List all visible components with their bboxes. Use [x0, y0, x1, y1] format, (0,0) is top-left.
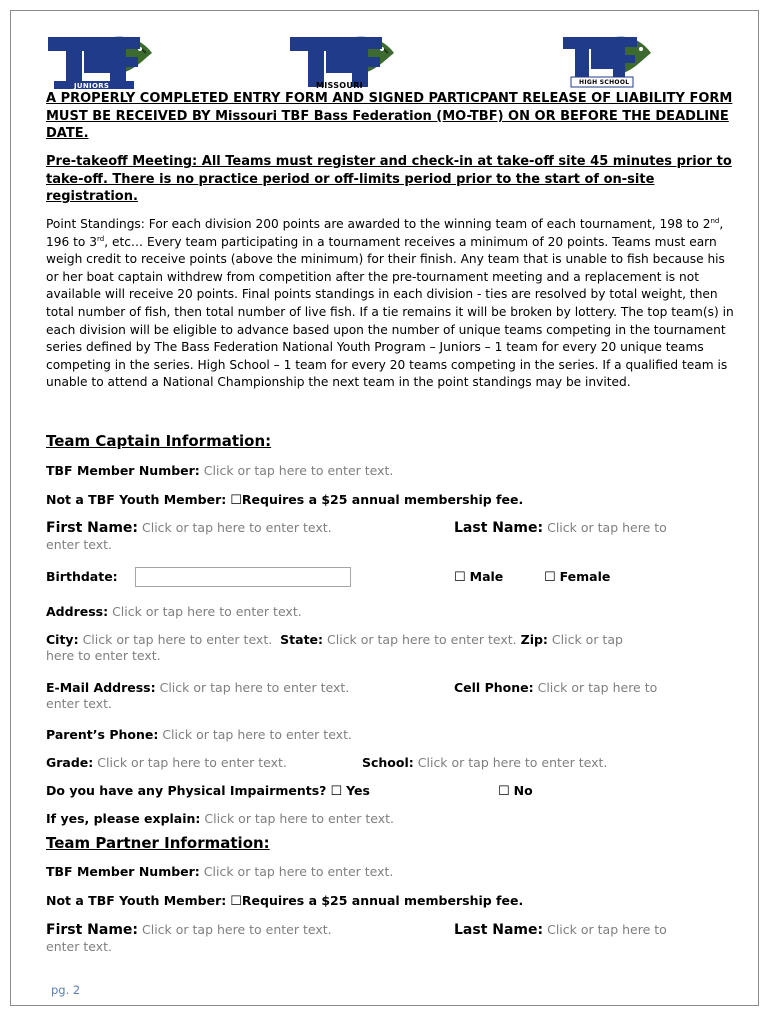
captain-parent-phone-row — [46, 727, 736, 743]
captain-zip-field-wrap[interactable]: here to enter text. — [46, 647, 161, 663]
captain-membership-checkbox[interactable]: ☐ — [230, 493, 242, 508]
captain-city-field[interactable]: Click or tap here to enter text. — [82, 632, 273, 647]
partner-member-number-row — [46, 864, 736, 880]
captain-birthdate-input[interactable] — [135, 567, 351, 587]
captain-email-cell-row — [46, 680, 736, 711]
captain-name-row — [46, 520, 736, 552]
grade-label: Grade: — [46, 755, 94, 770]
captain-cell-phone-field[interactable]: Click or tap here to — [537, 680, 658, 695]
partner-last-name-field[interactable]: Click or tap here to — [547, 922, 667, 937]
team-partner-heading: Team Partner Information: — [46, 834, 270, 852]
email-label: E-Mail Address: — [46, 680, 156, 695]
female-label: Female — [559, 569, 611, 584]
member-number-label: TBF Member Number: — [46, 463, 200, 478]
captain-explain-field[interactable]: Click or tap here to enter text. — [204, 811, 395, 826]
team-captain-heading: Team Captain Information: — [46, 432, 272, 450]
male-label: Male — [469, 569, 504, 584]
city-label: City: — [46, 632, 79, 647]
male-checkbox[interactable]: ☐ — [454, 570, 466, 585]
impairments-no-checkbox[interactable]: ☐ — [498, 784, 510, 799]
partner-membership-checkbox[interactable]: ☐ — [230, 894, 242, 909]
captain-first-name-field[interactable]: Click or tap here to enter text. — [142, 520, 332, 535]
state-label: State: — [280, 632, 324, 647]
pre-takeoff-meeting-notice: Pre-takeoff Meeting: All Teams must register and check-in at take-off site 45 minutes prior to take-off. There is no practice period or off-limits period prior to the start of on-site registration. — [46, 154, 732, 204]
member-number-label: TBF Member Number: — [46, 864, 200, 879]
document-page — [10, 10, 759, 1006]
captain-zip-field[interactable]: Click or tap — [551, 632, 623, 647]
partner-first-name-field[interactable]: Click or tap here to enter text. — [142, 922, 332, 937]
captain-email-field[interactable]: Click or tap here to enter text. — [159, 680, 350, 695]
tbf-juniors-logo — [44, 29, 164, 91]
logo-subtitle: HIGH SCHOOL — [579, 79, 630, 86]
captain-birthdate-row — [46, 569, 736, 585]
captain-last-name-field[interactable]: Click or tap here to — [547, 520, 667, 535]
captain-address-row — [46, 604, 736, 620]
partner-membership-row — [46, 893, 736, 910]
impairments-no-label: No — [513, 783, 533, 798]
impairments-label: Do you have any Physical Impairments? — [46, 783, 327, 798]
captain-grade-field[interactable]: Click or tap here to enter text. — [97, 755, 287, 770]
birthdate-label: Birthdate: — [46, 569, 118, 584]
captain-address-field[interactable]: Click or tap here to enter text. — [112, 604, 302, 619]
captain-last-name-field-wrap[interactable]: enter text. — [46, 536, 112, 552]
membership-fee-label: Requires a $25 annual membership fee. — [241, 893, 524, 908]
cell-phone-label: Cell Phone: — [454, 680, 534, 695]
not-member-label: Not a TBF Youth Member: — [46, 492, 227, 507]
partner-last-name-field-wrap[interactable]: enter text. — [46, 938, 112, 954]
parent-phone-label: Parent’s Phone: — [46, 727, 159, 742]
captain-member-number-row — [46, 463, 736, 479]
impairments-yes-label: Yes — [346, 783, 370, 798]
last-name-label: Last Name: — [454, 520, 544, 536]
page-number: pg. 2 — [51, 983, 81, 997]
not-member-label: Not a TBF Youth Member: — [46, 893, 227, 908]
logo-subtitle: MISSOURI — [316, 81, 363, 90]
female-checkbox[interactable]: ☐ — [544, 570, 556, 585]
captain-impairments-row — [46, 783, 736, 800]
deadline-notice: A PROPERLY COMPLETED ENTRY FORM AND SIGNED PARTICPANT RELEASE OF LIABILITY FORM MUST BE RECEIVED BY Missouri TBF Bass Federation (MO-TBF) ON OR BEFORE THE DEADLINE DATE. — [46, 91, 733, 141]
captain-member-number-field[interactable]: Click or tap here to enter text. — [203, 463, 394, 478]
zip-label: Zip: — [520, 632, 548, 647]
school-label: School: — [362, 755, 414, 770]
first-name-label: First Name: — [46, 922, 139, 938]
first-name-label: First Name: — [46, 520, 139, 536]
last-name-label: Last Name: — [454, 922, 544, 938]
captain-school-field[interactable]: Click or tap here to enter text. — [417, 755, 608, 770]
captain-state-field[interactable]: Click or tap here to enter text. — [327, 632, 517, 647]
captain-explain-row — [46, 811, 736, 827]
partner-member-number-field[interactable]: Click or tap here to enter text. — [203, 864, 394, 879]
captain-city-state-zip-row — [46, 632, 736, 663]
captain-membership-row — [46, 492, 736, 509]
impairments-yes-checkbox[interactable]: ☐ — [330, 784, 343, 799]
membership-fee-label: Requires a $25 annual membership fee. — [241, 492, 524, 507]
point-standings-paragraph: Point Standings: For each division 200 points are awarded to the winning team of each tournament, 198 to 2nd, 196 to 3rd, etc… Every team participating in a tournament receives a minimum of 20 points. Teams must earn weigh credit to receive points (above the minimum) for their finish. Any team that is unable to fish because his or her boat captain withdrew from competition after the pre-tournament meeting and a replacement is not available will receive 20 points. Final points standings in each division - ties are resolved by total weight, then total number of fish, then total number of live fish. If a tie remains it will be broken by lottery. The top team(s) in each division will be eligible to advance based upon the number of unique teams competing in the tournament series defined by The Bass Federation National Youth Program – Juniors – 1 team for every 20 unique teams competing in the series. High School – 1 team for every 20 teams competing in the series. If a qualified team is unable to attend a National Championship the next team in the point standings may be invited. — [46, 216, 734, 390]
partner-name-row — [46, 922, 736, 954]
captain-parent-phone-field[interactable]: Click or tap here to enter text. — [162, 727, 352, 742]
address-label: Address: — [46, 604, 109, 619]
logo-subtitle: JUNIORS — [74, 82, 110, 90]
captain-grade-school-row — [46, 755, 736, 771]
captain-cell-phone-field-wrap[interactable]: enter text. — [46, 695, 112, 711]
tbf-high-school-logo — [551, 29, 661, 91]
tbf-missouri-logo — [286, 29, 406, 91]
explain-label: If yes, please explain: — [46, 811, 201, 826]
